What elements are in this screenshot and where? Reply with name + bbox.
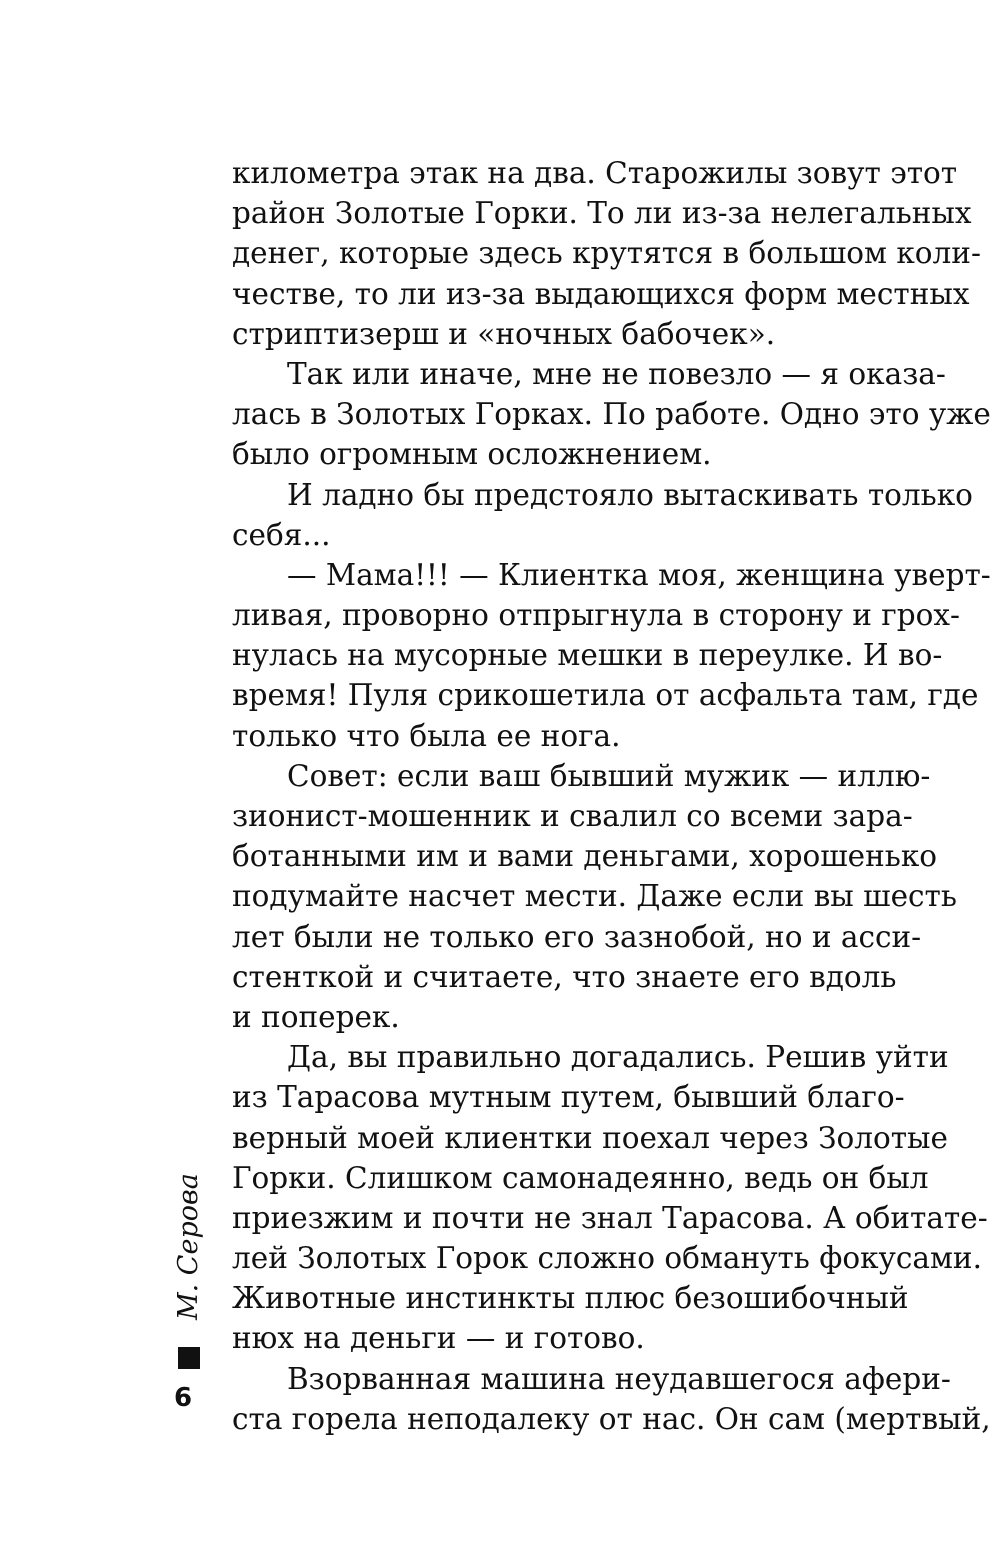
text-line: и поперек. (232, 999, 400, 1034)
text-line: нулась на мусорные мешки в переулке. И во- (232, 638, 943, 673)
text-line: верный моей клиентки поехал через Золотые (232, 1120, 948, 1155)
text-line: ботанными им и вами деньгами, хорошенько (232, 839, 938, 874)
text-line: приезжим и почти не знал Тарасова. А обитате- (232, 1200, 988, 1235)
text-line: честве, то ли из-за выдающихся форм местных (232, 276, 970, 311)
text-line: Да, вы правильно догадались. Решив уйти (287, 1040, 949, 1075)
page-number: 6 (174, 1383, 193, 1413)
text-line: из Тарасова мутным путем, бывший благо- (232, 1080, 905, 1115)
text-line: ста горела неподалеку от нас. Он сам (мертвый, (232, 1401, 991, 1436)
text-line: себя... (232, 517, 331, 552)
text-line: стриптизерш и «ночных бабочек». (232, 316, 776, 351)
square-marker-icon (178, 1347, 200, 1369)
text-line: лей Золотых Горок сложно обмануть фокусами. (232, 1241, 982, 1276)
text-line: километра этак на два. Старожилы зовут этот (232, 156, 958, 190)
body-text (232, 153, 991, 1439)
text-line: только что была ее нога. (232, 718, 621, 753)
text-line: ливая, проворно отпрыгнула в сторону и грох- (232, 598, 960, 633)
text-line: было огромным осложнением. (232, 437, 712, 472)
running-head-author (173, 1173, 204, 1320)
text-line: — Мама!!! — Клиентка моя, женщина уверт- (287, 557, 991, 592)
text-line: Совет: если ваш бывший мужик — иллю- (287, 758, 931, 793)
text-line: Так или иначе, мне не повезло — я оказа- (287, 356, 946, 391)
text-line: лет были не только его зазнобой, но и асси- (232, 919, 922, 954)
text-line: И ладно бы предстояло вытаскивать только (287, 477, 973, 512)
author-name: М. Серова (173, 1173, 204, 1320)
text-line: Взорванная машина неудавшегося афери- (287, 1361, 951, 1396)
text-line: район Золотые Горки. То ли из-за нелегальных (232, 196, 972, 231)
text-line: зионист-мошенник и свалил со всеми зара- (232, 799, 913, 833)
text-line: нюх на деньги — и готово. (232, 1321, 645, 1356)
text-line: подумайте насчет мести. Даже если вы шесть (232, 879, 957, 914)
text-line: время! Пуля срикошетила от асфальта там, где (232, 678, 979, 713)
text-line: Горки. Слишком самонадеянно, ведь он был (232, 1160, 929, 1195)
text-line: стенткой и считаете, что знаете его вдоль (232, 959, 897, 994)
text-line: денег, которые здесь крутятся в большом коли- (232, 236, 981, 271)
text-line: Животные инстинкты плюс безошибочный (232, 1281, 909, 1316)
text-line: лась в Золотых Горках. По работе. Одно это уже (232, 397, 991, 432)
